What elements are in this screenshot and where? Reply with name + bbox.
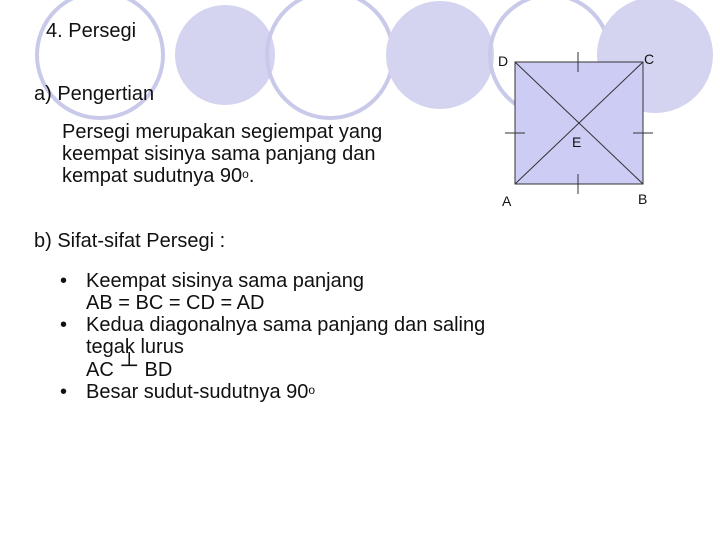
center-label-e: E	[572, 134, 582, 150]
definition-end-punct: .	[248, 165, 255, 187]
definition-line: keempat sisinya sama panjang dan	[62, 143, 376, 165]
perpendicular-statement	[86, 352, 620, 381]
definition-heading: a) Pengertian	[34, 83, 155, 105]
property-text: • Kedua diagonalnya sama panjang dan saling	[86, 314, 486, 336]
property-sub: AB = BC = CD = AD	[86, 292, 265, 314]
properties-list	[60, 270, 620, 403]
perpendicular-symbol: ┴	[121, 352, 137, 377]
list-item	[60, 270, 620, 314]
property-text: • Keempat sisinya sama panjang	[86, 270, 364, 292]
definition-text	[62, 121, 382, 187]
line-bd-label: BD	[144, 359, 173, 381]
list-item	[60, 381, 620, 403]
property-text: Besar sudut-sudutnya 90	[86, 381, 309, 403]
list-item	[60, 314, 620, 381]
degree-mark: o	[308, 383, 316, 397]
vertex-label-c: C	[644, 51, 655, 67]
line-ac-label: AC	[86, 359, 114, 381]
vertex-label-b: B	[638, 191, 648, 207]
vertex-label-d: D	[498, 53, 509, 69]
vertex-label-a: A	[502, 193, 512, 209]
slide-title: 4. Persegi	[46, 20, 137, 42]
properties-heading: b) Sifat-sifat Persegi :	[34, 230, 226, 252]
property-sub: tegak lurus	[86, 336, 184, 358]
degree-mark: o	[242, 167, 249, 181]
definition-line: Persegi merupakan segiempat yang	[62, 121, 383, 143]
definition-line-text: kempat sudutnya 90	[62, 165, 243, 187]
definition-line	[62, 165, 382, 187]
